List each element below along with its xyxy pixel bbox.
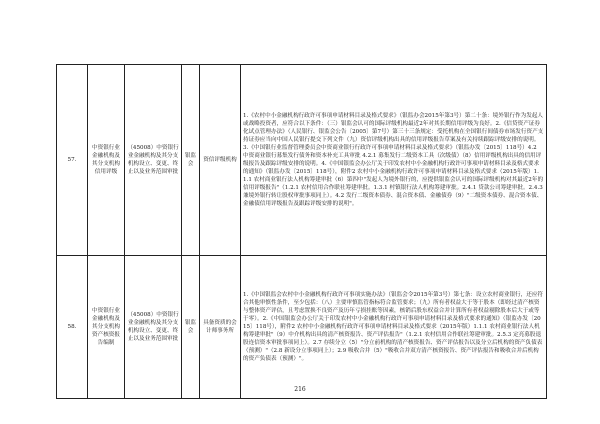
legal-basis-text: 1.《农村中小金融机构行政许可事项申请材料目录及格式要求》（银监办会2015年第3号）第二十条：境外银行作为发起人或战略投资者，应符合以下条件：（三）银监会认可的国际评级机构最近2年对其长期信用评级为良好。2.《信贷资产证券化试点管理办法》（人民银行、银监会公告〔2005〕第7号）第三十三条规定：受托机构在全国银行间债券市场发行资产支持证券应当向中国人民银行提交下列文件（九）资信评级机构出具的信用评级报告草案及有关持续跟踪评级安排的说明。3.《中国银行业监督管理委员会中资商业银行行政许可事项申请材料目录及格式要求》（银监办发〔2015〕118号）4.2 中资商业银行募集发行债务和资本补充工具审批 4.2.1 募集发行二级资本工具（次级债）（8）信用评级机构出具的信用评级报告及跟踪评级安排的说明。4.《中国银监会办公厅关于印发农村中小金融机构行政许可事项申请材料目录及格式要求的通知》（银监办发〔2015〕118号），附件2 农村中小金融机构行政许可事项申请材料目录及格式要求（2015年版）1.1.1 农村商业银行法人机构筹建审批（6）第四中"发起人为境外银行的，应提供银监会认可的国际评级机构对其最近2年的信用评级报告"（1.2.1 农村信用合作联社筹建审批。1.3.1 村镇银行法人机构筹建审批。2.4.1 贷款公司筹建审批。2.4.3 兼境外银行转让股权审批事项同上）。4.2 发行二级资本债券、混合资本债、金融债券（9）"二级资本债券、混合资本债、金融债信用评级报告及跟踪评级安排的说明"。 xyxy=(241,65,547,256)
service-provider: 具备资质的会计师事务所 xyxy=(200,256,241,399)
approval-level: 银监会 xyxy=(182,256,200,399)
service-provider: 资信评级机构 xyxy=(200,65,241,256)
regulation-table xyxy=(56,64,547,399)
approval-basis: （45008）中资银行业金融机构及其分支机构设立、变更、终止以及业务范围审批 xyxy=(125,256,182,399)
table-row xyxy=(57,65,547,256)
table-row xyxy=(57,256,547,399)
service-item: 中资银行业金融机构及其分支机构资产核资报告编制 xyxy=(88,256,125,399)
service-item: 中资银行业金融机构及其分支机构信用评级 xyxy=(88,65,125,256)
page-number: 216 xyxy=(294,386,306,393)
approval-level: 银监会 xyxy=(182,65,200,256)
approval-basis: （45008）中资银行业金融机构及其分支机构设立、变更、终止以及业务范围审批 xyxy=(125,65,182,256)
legal-basis-text: 1.《中国银监会农村中小金融机构行政许可事项实施办法》（银监会令2015年第3号）第七条：设立农村商业银行，还应符合其他审慎性条件，至少包括：（八）主要审慎监管指标符合监管要求；（九）所有者权益大于等于股本（即经过清产核资与整体资产评估，且考虑置换不良资产及历年亏损挂账等因素，核销后股东权益合并计算所有者权益剔除股本后大于或等于零）。2.《中国银监会办公厅关于印发农村中小金融机构行政许可事项申请材料目录及格式要求的通知》（银监办发〔2015〕118号），附件2 农村中小金融机构行政许可事项申请材料目录及格式要求（2015年版）1.1.1 农村商业银行法人机构筹建审批"（9）中介机构出具的清产核资报告、资产评估报告"（1.2.1 农村信用合作联社筹建审批。2.5.3 定亮募股退股连信资本审批事项同上）。2.7 存续分立（5）"分立前机构的清产核资报告、资产评估报告以及分立后机构的资产负债表（预测）"（2.8 新设分立事项同上）；2.9 吸收合并（5）"吸收合并双方清产核资报告、资产评估报告和吸收合并后机构的资产负债表（预测）"。 xyxy=(241,256,547,399)
row-number: 58. xyxy=(57,256,88,399)
row-number: 57. xyxy=(57,65,88,256)
